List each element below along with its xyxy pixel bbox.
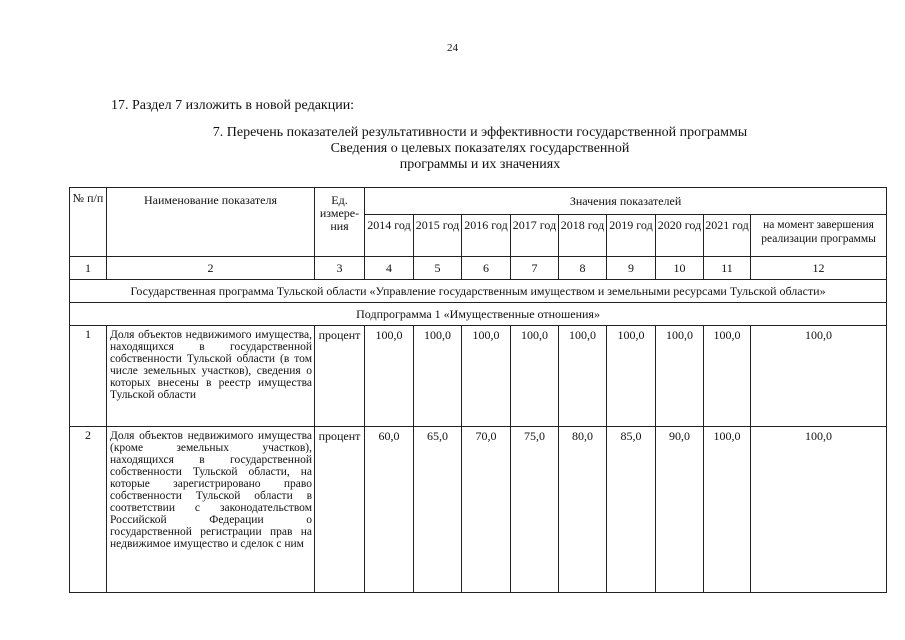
program-row: Государственная программа Тульской области «Управление государственным имуществом и земельными ресурсами Тульской области» — [70, 280, 887, 303]
indicators-table — [69, 187, 887, 593]
indicator-name: Доля объектов недвижимого имущества (кроме земельных участков), находящихся в государственной собственности Тульской области, на которые зарегистрировано право собственности Тульской области в соответствии с законодательством Российской Федерации о государственной регистрации прав на недвижимое имущество и сделок с ним — [107, 427, 315, 593]
header-year: 2018 год — [559, 215, 607, 257]
indicator-name: Доля объектов недвижимого имущества, находящихся в государственной собственности Тульской области (в том числе земельных участков), сведения о которых внесены в реестр имущества Тульской области — [107, 326, 315, 427]
indicator-value: 70,0 — [462, 427, 511, 593]
column-number: 9 — [607, 257, 656, 280]
column-number: 8 — [559, 257, 607, 280]
indicator-value: 100,0 — [414, 326, 462, 427]
indicator-value: 100,0 — [511, 326, 559, 427]
header-values: Значения показателей — [365, 188, 887, 215]
indicator-value: 85,0 — [607, 427, 656, 593]
header-year: 2017 год — [511, 215, 559, 257]
indicator-unit: процент — [315, 326, 365, 427]
column-number: 12 — [751, 257, 887, 280]
header-year: 2015 год — [414, 215, 462, 257]
indicator-value: 65,0 — [414, 427, 462, 593]
header-year: 2016 год — [462, 215, 511, 257]
column-number: 11 — [704, 257, 751, 280]
header-year: 2020 год — [656, 215, 704, 257]
indicator-value: 60,0 — [365, 427, 414, 593]
indicator-value: 100,0 — [704, 427, 751, 593]
indicator-value: 100,0 — [751, 326, 887, 427]
subprogram-row: Подпрограмма 1 «Имущественные отношения» — [70, 303, 887, 326]
header-num: № п/п — [70, 188, 107, 257]
indicator-value: 100,0 — [365, 326, 414, 427]
header-unit: Ед. измере-ния — [315, 188, 365, 257]
row-number: 1 — [70, 326, 107, 427]
indicator-unit: процент — [315, 427, 365, 593]
column-number: 5 — [414, 257, 462, 280]
header-name: Наименование показателя — [107, 188, 315, 257]
header-year: 2019 год — [607, 215, 656, 257]
header-year: 2014 год — [365, 215, 414, 257]
column-number: 6 — [462, 257, 511, 280]
indicator-value: 100,0 — [462, 326, 511, 427]
column-number: 4 — [365, 257, 414, 280]
indicator-value: 75,0 — [511, 427, 559, 593]
column-number: 1 — [70, 257, 107, 280]
column-number: 10 — [656, 257, 704, 280]
row-number: 2 — [70, 427, 107, 593]
header-final: на момент завершения реализации программы — [751, 215, 887, 257]
column-number: 7 — [511, 257, 559, 280]
indicator-value: 100,0 — [704, 326, 751, 427]
indicator-value: 80,0 — [559, 427, 607, 593]
indicator-value: 90,0 — [656, 427, 704, 593]
indicator-value: 100,0 — [607, 326, 656, 427]
amendment-intro: 17. Раздел 7 изложить в новой редакции: — [111, 98, 355, 113]
indicator-value: 100,0 — [751, 427, 887, 593]
column-number: 3 — [315, 257, 365, 280]
section-subtitle-line1: Сведения о целевых показателях государственной — [330, 141, 630, 156]
indicator-value: 100,0 — [656, 326, 704, 427]
indicator-value: 100,0 — [559, 326, 607, 427]
header-year: 2021 год — [704, 215, 751, 257]
section-subtitle-line2: программы и их значениях — [399, 157, 561, 172]
column-number: 2 — [107, 257, 315, 280]
section-title: 7. Перечень показателей результативности и эффективности государственной программы — [212, 125, 748, 140]
page-number: 24 — [447, 42, 458, 54]
